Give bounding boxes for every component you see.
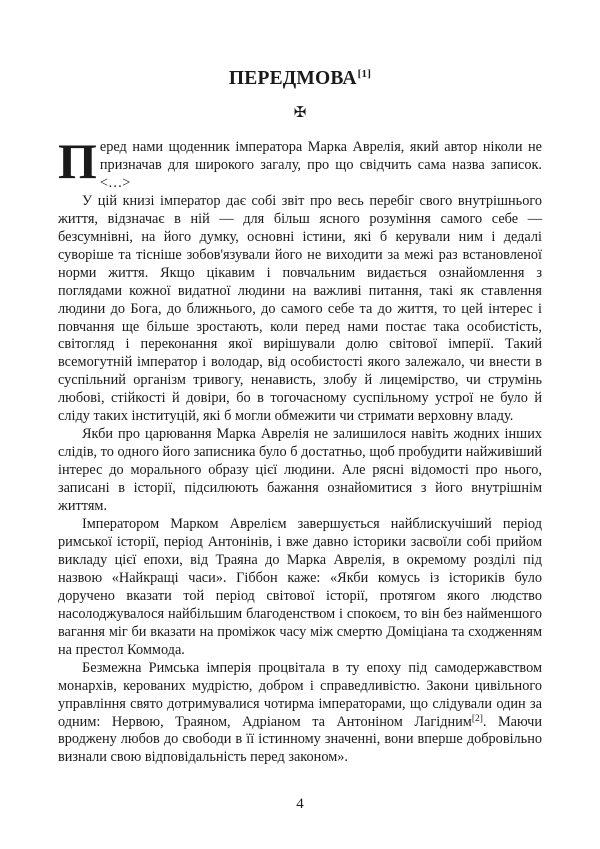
paragraph-1	[58, 133, 542, 193]
page-body	[58, 62, 542, 767]
chapter-title-text: ПЕРЕДМОВА	[228, 68, 357, 89]
paragraph-1-text: еред нами щоденник імператора Марка Аврелія, який автор ніколи не призначав для широкого загалу, про що свідчить сама назва записок. <…>	[99, 139, 542, 191]
paragraph-5	[58, 660, 542, 768]
paragraph-4: Імператором Марком Аврелієм завершується найблискучіший період римської історії, період Антонінів, і вже давно історики засвоїли собі прийом викладу цієї епохи, від Траяна до Марка Аврелія, в окремому розділі під назвою «Найкращі часи». Гіббон каже: «Якби комусь із істориків було доручено вказати той період світової історії, протягом якого людство насолоджувалося найбільшим благоденством і спокоєм, то він без найменшого вагання міг би вказати на проміжок часу між смертю Доміціана та сходженням на престол Коммода.	[58, 516, 542, 658]
body-text	[58, 133, 543, 767]
paragraph-2: У цій книзі імператор дає собі звіт про весь перебіг свого внутрішнього життя, відзначає в ній — для більш ясного розуміння самого себе — безсумнівні, на його думку, основні істини, які б керували ним і дедалі суворіше та тісніше зобов'язували його не виходити за межі раз встановленої норми життя. Якщо цікавим і повчальним видається ознайомлення з поглядами кожної видатної людини на важливі питання, такі як ставлення людини до Бога, до ближнього, до самого себе та до життя, то цей інтерес і повчання ще більше зростають, коли перед нами постає така особистість, світогляд і переконання якої вирішували долю світової імперії. Такий всемогутній імператор і володар, від особистості якого залежало, чи внести в суспільний організм тривогу, ненависть, злобу й лицемірство, чи струмінь любові, стійкості й довіри, бо в тогочасному суспільному устрої не було й сліду таких інституцій, які б могли обмежити чи стримати верховну владу.	[58, 192, 542, 425]
footnote-ref-2[interactable]: [2]	[471, 713, 483, 724]
paragraph-3: Якби про царювання Марка Аврелія не залишилося навіть жодних інших слідів, то одного його записника було б достатньо, щоб пробудити найживіший інтерес до морального образу цієї людини. Але рясні відомості про нього, записані в історії, підсилюють бажання ознайомитися з його внутрішнім життям.	[58, 426, 542, 515]
drop-cap: П	[58, 133, 97, 189]
cross-ornament-icon: ✠	[293, 105, 307, 121]
chapter-title	[58, 62, 542, 91]
paragraph-5-text-after: . Маючи вроджену любов до свободи в її істинному значенні, вони вперше добровільно визнали свою відповідальність перед законом».	[58, 713, 543, 766]
title-footnote-ref[interactable]: [1]	[357, 68, 372, 80]
paragraph-5-text: Безмежна Римська імперія процвітала в ту епоху під самодержавством монархів, керованих мудрістю, добром і справедливістю. Закони цивільного управління свято дотримувалися чотирма імператорами, що слідували один за одним: Нервою, Траяном, Адріаном та Антоніном Лагідним	[58, 659, 542, 730]
page-number: 4	[296, 796, 304, 812]
